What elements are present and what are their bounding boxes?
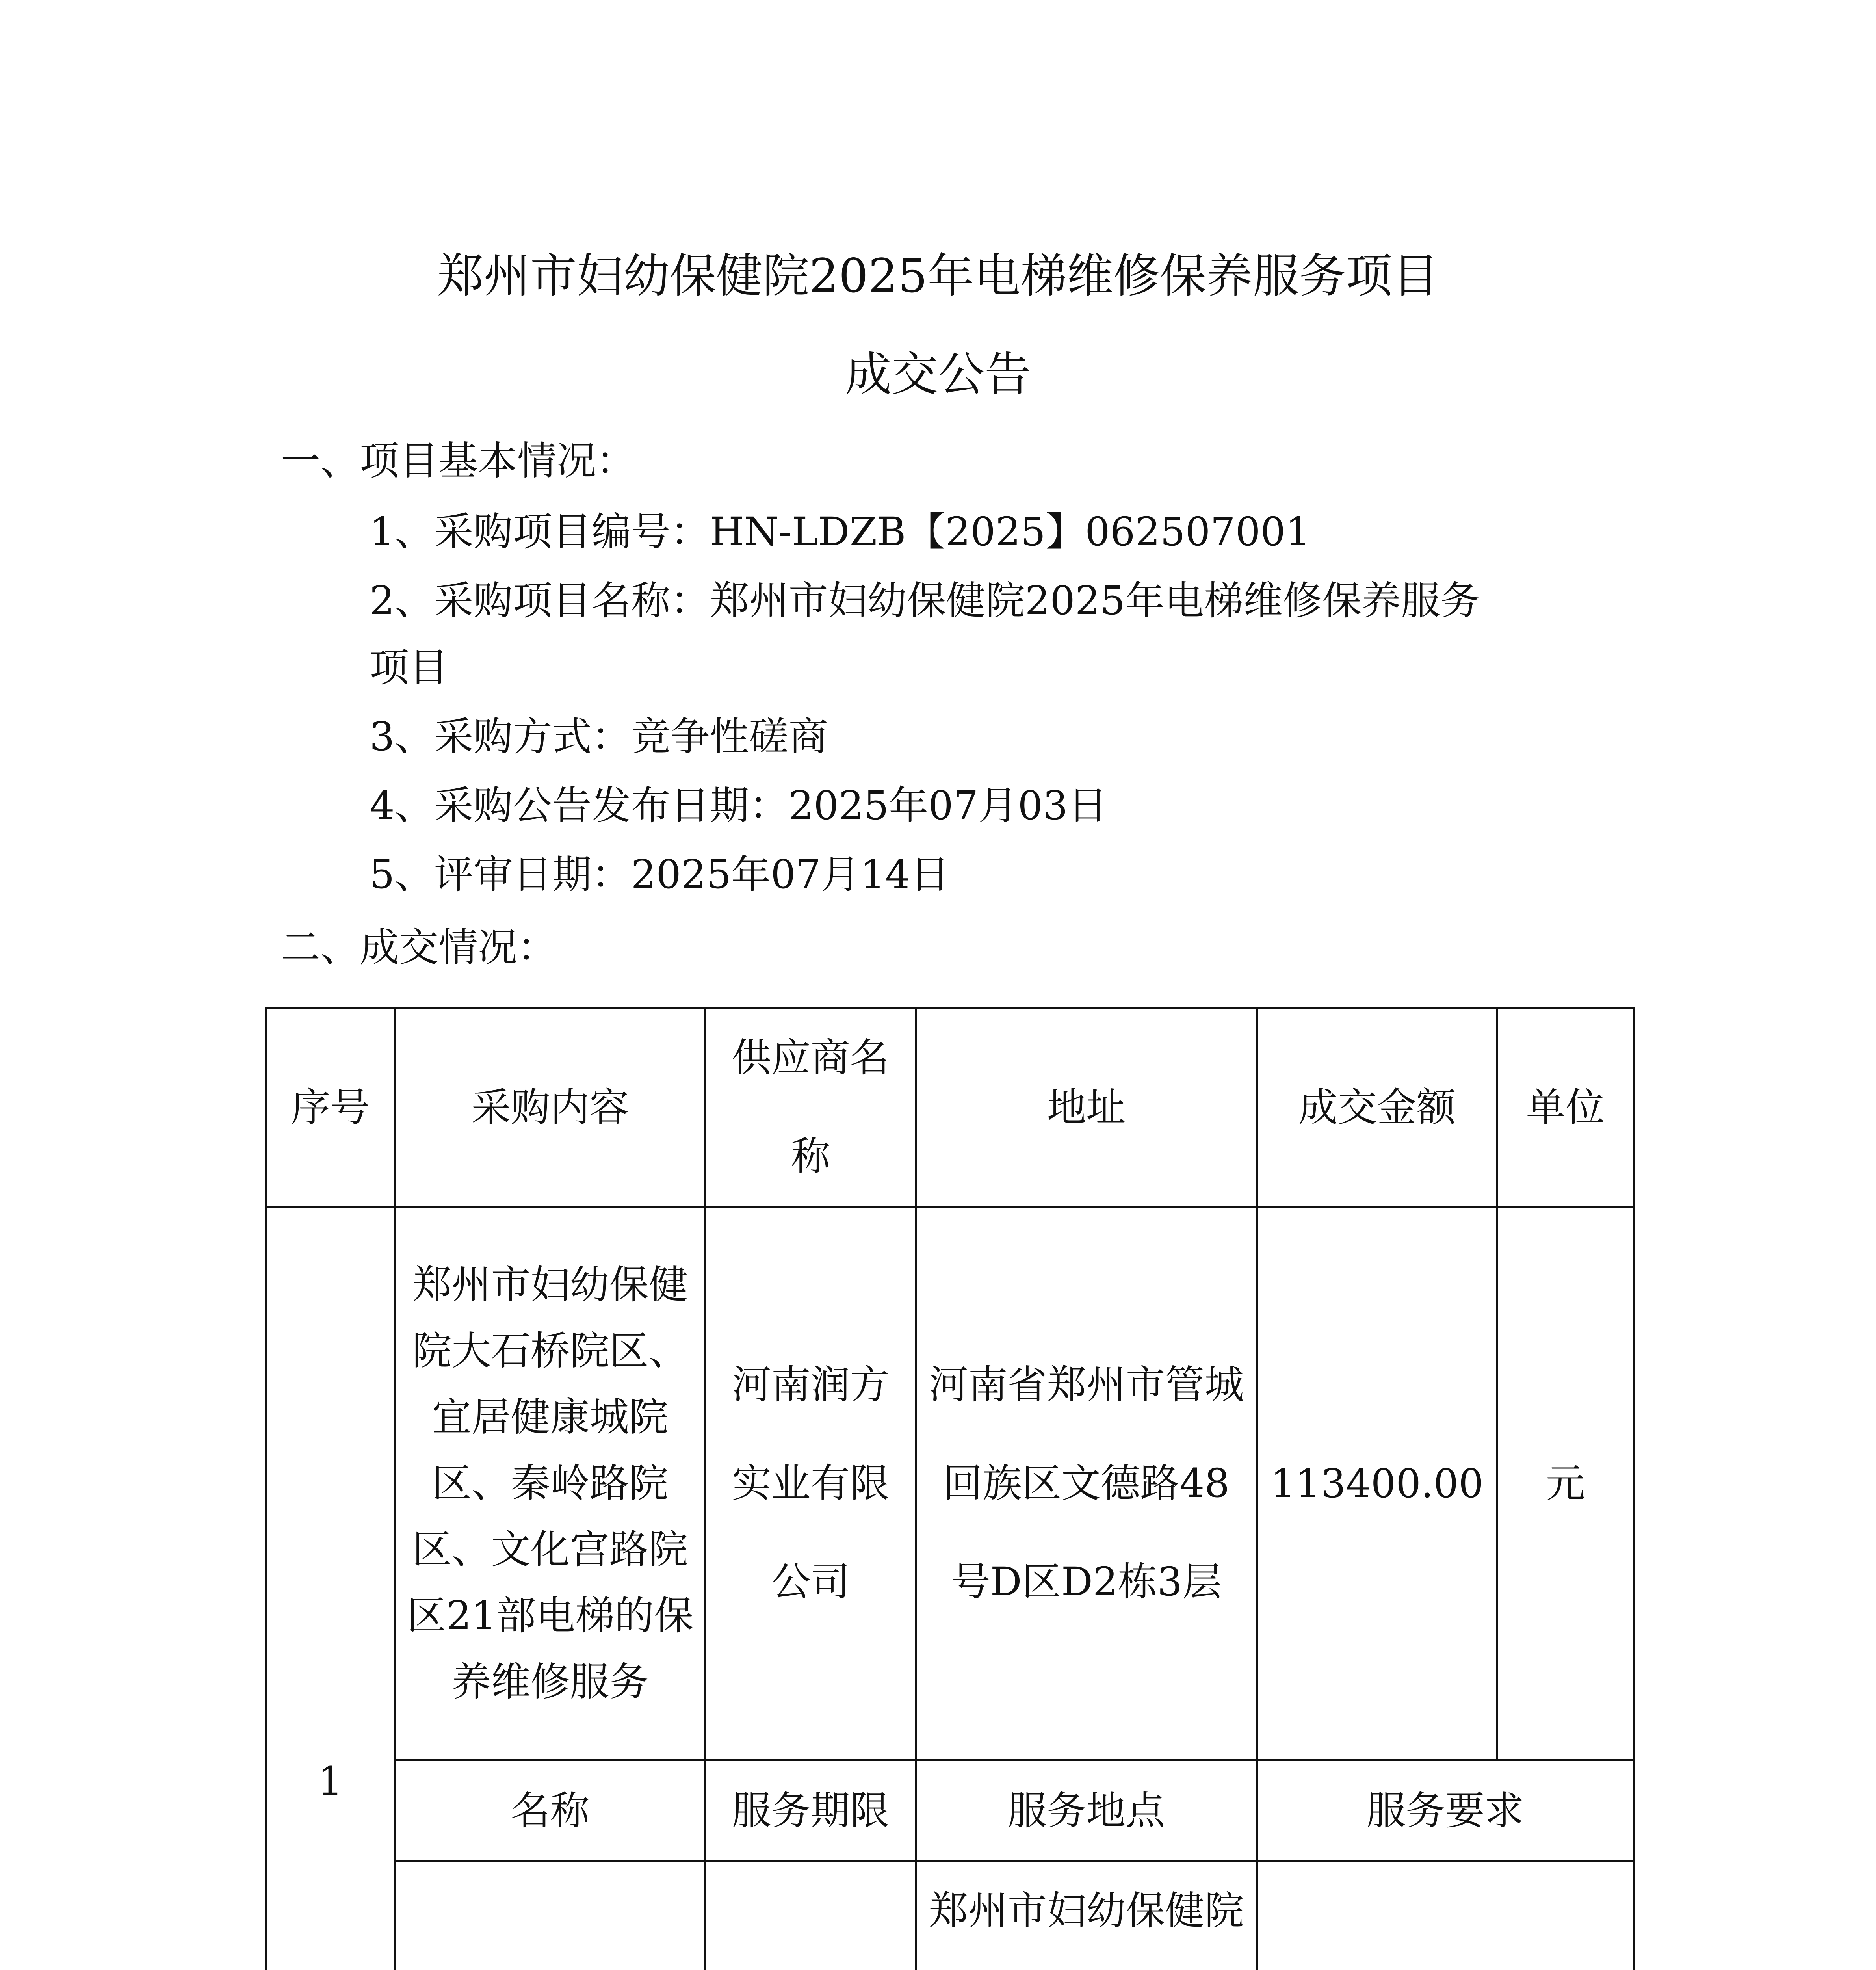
project-name-line: 2、采购项目名称：郑州市妇幼保健院2025年电梯维修保养服务 — [370, 578, 1480, 624]
header-index: 序号 — [266, 1008, 395, 1207]
project-name-line-continued: 项目 — [370, 645, 448, 691]
table-row — [266, 1207, 1634, 1760]
procurement-method-line: 3、采购方式：竞争性磋商 — [370, 714, 828, 760]
service-period-cell — [706, 1861, 916, 1970]
subheader-name: 名称 — [395, 1760, 706, 1861]
review-date-line: 5、评审日期：2025年07月14日 — [370, 851, 950, 898]
row-index: 1 — [266, 1207, 395, 1970]
section-heading-deal-info: 二、成交情况： — [281, 924, 557, 970]
header-address: 地址 — [916, 1008, 1257, 1207]
address-cell: 河南省郑州市管城回族区文德路48号D区D2栋3层 — [916, 1207, 1257, 1760]
service-requirement-cell — [1257, 1861, 1634, 1970]
subheader-location: 服务地点 — [916, 1760, 1257, 1861]
header-supplier: 供应商名称 — [706, 1008, 916, 1207]
amount-cell: 113400.00 — [1257, 1207, 1497, 1760]
table-row — [266, 1861, 1634, 1970]
service-name-cell — [395, 1861, 706, 1970]
table-subheader-row — [266, 1760, 1634, 1861]
header-unit: 单位 — [1497, 1008, 1634, 1207]
table-header-row — [266, 1008, 1634, 1207]
document-subtitle: 成交公告 — [845, 347, 1031, 401]
document-title: 郑州市妇幼保健院2025年电梯维修保养服务项目 — [437, 249, 1439, 303]
announcement-date-line: 4、采购公告发布日期：2025年07月03日 — [370, 782, 1107, 829]
service-location-cell: 郑州市妇幼保健院 — [916, 1861, 1257, 1970]
procurement-content-cell: 郑州市妇幼保健院大石桥院区、宜居健康城院区、秦岭路院区、文化宫路院区21部电梯的保养维修服务 — [395, 1207, 706, 1760]
header-amount: 成交金额 — [1257, 1008, 1497, 1207]
section-heading-basic-info: 一、项目基本情况： — [281, 438, 635, 484]
subheader-requirement: 服务要求 — [1257, 1760, 1634, 1861]
header-content: 采购内容 — [395, 1008, 706, 1207]
deal-table — [265, 1007, 1635, 1970]
subheader-period: 服务期限 — [706, 1760, 916, 1861]
unit-cell: 元 — [1497, 1207, 1634, 1760]
project-number-line: 1、采购项目编号：HN-LDZB【2025】062507001 — [370, 509, 1311, 555]
supplier-cell: 河南润方实业有限公司 — [706, 1207, 916, 1760]
